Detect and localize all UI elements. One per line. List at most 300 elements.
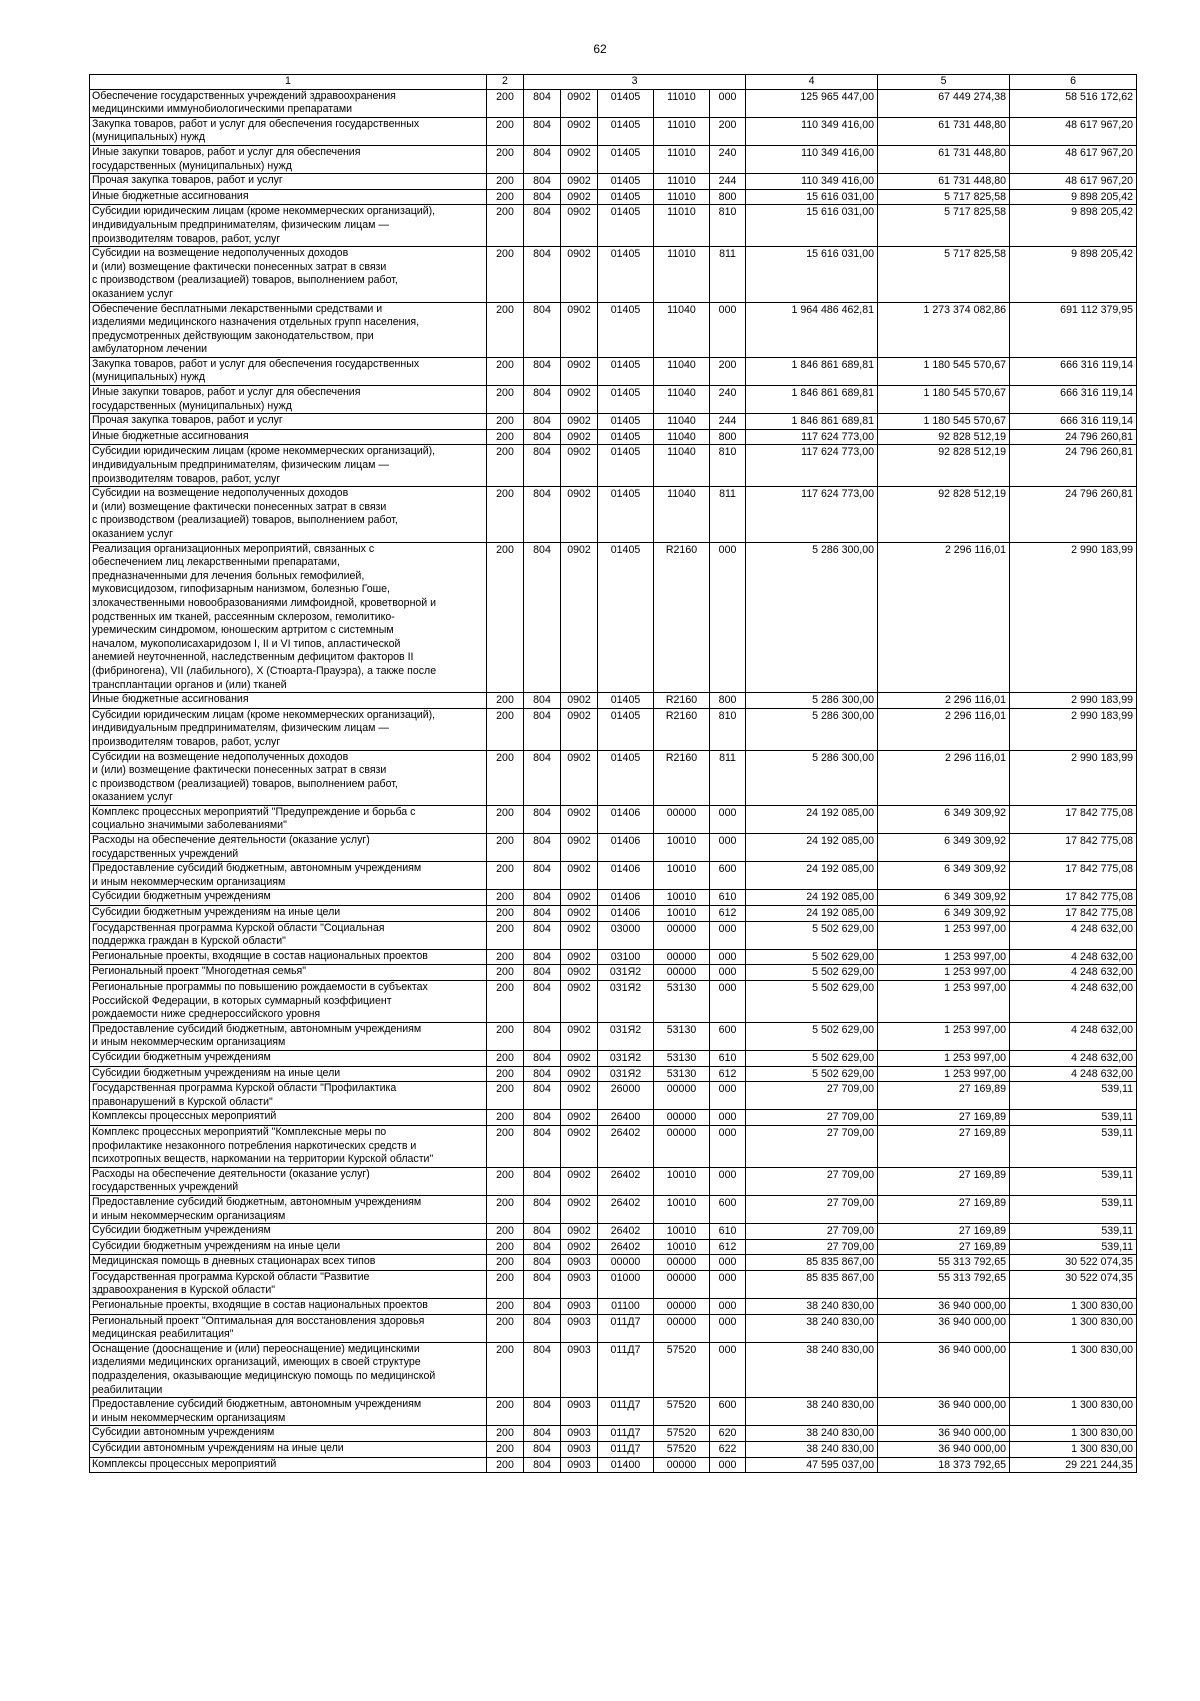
code-direction: 11010: [654, 117, 710, 145]
code-direction: 00000: [654, 1255, 710, 1271]
row-name: Иные закупки товаров, работ и услуг для обеспечения государственных (муниципальных) нужд: [90, 145, 487, 173]
code-section: 804: [524, 1224, 561, 1240]
code-admin: 200: [487, 1167, 524, 1195]
code-expense-type: 000: [710, 921, 746, 949]
code-section: 804: [524, 445, 561, 487]
code-expense-type: 240: [710, 386, 746, 414]
code-expense-type: 244: [710, 414, 746, 430]
amount-executed: 27 169,89: [878, 1224, 1010, 1240]
row-name: Иные бюджетные ассигнования: [90, 189, 487, 205]
code-program: 011Д7: [598, 1426, 654, 1442]
code-expense-type: 600: [710, 862, 746, 890]
table-row: [90, 981, 1137, 1023]
amount-executed: 67 449 274,38: [878, 89, 1010, 117]
code-direction: 00000: [654, 1299, 710, 1315]
amount-remaining: 48 617 967,20: [1010, 145, 1137, 173]
code-program: 26000: [598, 1082, 654, 1110]
amount-remaining: 1 300 830,00: [1010, 1299, 1137, 1315]
code-direction: 11010: [654, 89, 710, 117]
code-admin: 200: [487, 862, 524, 890]
table-row: [90, 1082, 1137, 1110]
amount-remaining: 539,11: [1010, 1167, 1137, 1195]
table-row: [90, 414, 1137, 430]
code-direction: R2160: [654, 750, 710, 805]
amount-executed: 1 180 545 570,67: [878, 386, 1010, 414]
row-name: Субсидии бюджетным учреждениям на иные цели: [90, 1066, 487, 1082]
code-expense-type: 610: [710, 1224, 746, 1240]
code-admin: 200: [487, 1457, 524, 1473]
amount-remaining: 539,11: [1010, 1195, 1137, 1223]
amount-remaining: 17 842 775,08: [1010, 906, 1137, 922]
amount-executed: 1 180 545 570,67: [878, 357, 1010, 385]
amount-plan: 27 709,00: [746, 1195, 878, 1223]
code-admin: 200: [487, 708, 524, 750]
amount-plan: 27 709,00: [746, 1110, 878, 1126]
amount-executed: 92 828 512,19: [878, 429, 1010, 445]
amount-executed: 36 940 000,00: [878, 1314, 1010, 1342]
code-direction: 00000: [654, 965, 710, 981]
code-expense-type: 000: [710, 542, 746, 693]
code-subsection: 0903: [561, 1314, 598, 1342]
amount-plan: 117 624 773,00: [746, 487, 878, 542]
code-admin: 200: [487, 89, 524, 117]
code-subsection: 0902: [561, 205, 598, 247]
row-name: Медицинская помощь в дневных стационарах всех типов: [90, 1255, 487, 1271]
code-subsection: 0902: [561, 750, 598, 805]
code-direction: 11010: [654, 205, 710, 247]
amount-remaining: 48 617 967,20: [1010, 117, 1137, 145]
code-program: 26400: [598, 1110, 654, 1126]
code-admin: 200: [487, 965, 524, 981]
code-program: 011Д7: [598, 1342, 654, 1397]
code-direction: 00000: [654, 805, 710, 833]
code-section: 804: [524, 357, 561, 385]
amount-executed: 36 940 000,00: [878, 1426, 1010, 1442]
code-direction: 11040: [654, 386, 710, 414]
amount-executed: 27 169,89: [878, 1082, 1010, 1110]
code-expense-type: 612: [710, 1239, 746, 1255]
code-expense-type: 000: [710, 1110, 746, 1126]
amount-plan: 117 624 773,00: [746, 429, 878, 445]
code-admin: 200: [487, 1224, 524, 1240]
code-admin: 200: [487, 1195, 524, 1223]
code-direction: 00000: [654, 1110, 710, 1126]
code-subsection: 0902: [561, 1110, 598, 1126]
amount-remaining: 691 112 379,95: [1010, 302, 1137, 357]
code-program: 01405: [598, 205, 654, 247]
code-section: 804: [524, 1239, 561, 1255]
code-admin: 200: [487, 1022, 524, 1050]
code-program: 01406: [598, 834, 654, 862]
code-direction: R2160: [654, 542, 710, 693]
code-admin: 200: [487, 1255, 524, 1271]
row-name: Иные бюджетные ассигнования: [90, 693, 487, 709]
table-row: [90, 1442, 1137, 1458]
amount-remaining: 4 248 632,00: [1010, 981, 1137, 1023]
amount-executed: 36 940 000,00: [878, 1342, 1010, 1397]
code-subsection: 0902: [561, 693, 598, 709]
amount-remaining: 2 990 183,99: [1010, 542, 1137, 693]
row-name: Предоставление субсидий бюджетным, автономным учреждениям и иным некоммерческим организациям: [90, 862, 487, 890]
code-direction: 11040: [654, 487, 710, 542]
code-direction: 11040: [654, 414, 710, 430]
code-direction: 57520: [654, 1398, 710, 1426]
code-expense-type: 000: [710, 1299, 746, 1315]
code-expense-type: 622: [710, 1442, 746, 1458]
code-section: 804: [524, 1426, 561, 1442]
code-expense-type: 000: [710, 1457, 746, 1473]
code-admin: 200: [487, 302, 524, 357]
row-name: Иные закупки товаров, работ и услуг для обеспечения государственных (муниципальных) нужд: [90, 386, 487, 414]
amount-remaining: 539,11: [1010, 1125, 1137, 1167]
code-subsection: 0902: [561, 117, 598, 145]
amount-executed: 2 296 116,01: [878, 708, 1010, 750]
code-admin: 200: [487, 189, 524, 205]
code-program: 01405: [598, 247, 654, 302]
code-program: 01405: [598, 357, 654, 385]
amount-plan: 1 846 861 689,81: [746, 357, 878, 385]
code-subsection: 0903: [561, 1457, 598, 1473]
code-admin: 200: [487, 1239, 524, 1255]
code-admin: 200: [487, 357, 524, 385]
code-direction: 00000: [654, 949, 710, 965]
code-program: 03000: [598, 921, 654, 949]
code-program: 26402: [598, 1239, 654, 1255]
code-section: 804: [524, 414, 561, 430]
code-section: 804: [524, 965, 561, 981]
code-expense-type: 244: [710, 174, 746, 190]
amount-executed: 36 940 000,00: [878, 1442, 1010, 1458]
code-section: 804: [524, 708, 561, 750]
code-expense-type: 200: [710, 117, 746, 145]
code-section: 804: [524, 117, 561, 145]
amount-remaining: 29 221 244,35: [1010, 1457, 1137, 1473]
code-subsection: 0902: [561, 487, 598, 542]
code-expense-type: 600: [710, 1398, 746, 1426]
amount-executed: 1 253 997,00: [878, 921, 1010, 949]
amount-executed: 27 169,89: [878, 1239, 1010, 1255]
code-expense-type: 610: [710, 1050, 746, 1066]
code-program: 26402: [598, 1224, 654, 1240]
code-direction: R2160: [654, 693, 710, 709]
code-direction: 57520: [654, 1342, 710, 1397]
table-row: [90, 1066, 1137, 1082]
table-row: [90, 1314, 1137, 1342]
code-admin: 200: [487, 921, 524, 949]
code-admin: 200: [487, 386, 524, 414]
amount-executed: 6 349 309,92: [878, 890, 1010, 906]
code-section: 804: [524, 1270, 561, 1298]
amount-plan: 38 240 830,00: [746, 1299, 878, 1315]
row-name: Региональные программы по повышению рождаемости в субъектах Российской Федерации, в которых суммарный коэффициент рождаемости ниже среднероссийского уровня: [90, 981, 487, 1023]
code-admin: 200: [487, 1442, 524, 1458]
amount-plan: 5 502 629,00: [746, 1066, 878, 1082]
row-name: Субсидии юридическим лицам (кроме некоммерческих организаций), индивидуальным предпринимателям, физическим лицам — производителям товаров, работ, услуг: [90, 708, 487, 750]
amount-remaining: 4 248 632,00: [1010, 949, 1137, 965]
code-subsection: 0902: [561, 89, 598, 117]
amount-remaining: 539,11: [1010, 1110, 1137, 1126]
table-row: [90, 1299, 1137, 1315]
code-subsection: 0902: [561, 386, 598, 414]
table-row: [90, 429, 1137, 445]
row-name: Оснащение (дооснащение и (или) переоснащение) медицинскими изделиями медицинских организаций, имеющих в своей структуре подразделения, оказывающие медицинскую помощь по медицинской реабилитации: [90, 1342, 487, 1397]
code-admin: 200: [487, 1342, 524, 1397]
amount-plan: 85 835 867,00: [746, 1270, 878, 1298]
code-direction: 10010: [654, 1167, 710, 1195]
amount-executed: 61 731 448,80: [878, 174, 1010, 190]
code-expense-type: 000: [710, 834, 746, 862]
amount-remaining: 17 842 775,08: [1010, 862, 1137, 890]
code-subsection: 0902: [561, 1066, 598, 1082]
code-program: 26402: [598, 1167, 654, 1195]
code-section: 804: [524, 834, 561, 862]
row-name: Реализация организационных мероприятий, связанных с обеспечением лиц лекарственными препаратами, предназначенными для лечения больных гемофилией, муковисцидозом, гипофизарным нанизмом, болезнью Гоше, злокачественными новообразованиями лимфоидной, кроветворной и родственных им тканей, рассеянным склерозом, гемолитико- уремическим синдромом, юношеским артритом с системным началом, мукополисахаридозом I, II и VI типов, апластической анемией неуточненной, наследственным дефицитом факторов II (фибриногена), VII (лабильного), X (Стюарта-Прауэра), а также после трансплантации органов и (или) тканей: [90, 542, 487, 693]
amount-remaining: 666 316 119,14: [1010, 414, 1137, 430]
amount-executed: 92 828 512,19: [878, 487, 1010, 542]
row-name: Комплекс процессных мероприятий "Комплексные меры по профилактике незаконного потребления наркотических средств и психотропных веществ, наркомании на территории Курской области": [90, 1125, 487, 1167]
table-row: [90, 89, 1137, 117]
amount-plan: 117 624 773,00: [746, 445, 878, 487]
row-name: Обеспечение государственных учреждений здравоохранения медицинскими иммунобиологическими препаратами: [90, 89, 487, 117]
amount-executed: 2 296 116,01: [878, 693, 1010, 709]
code-admin: 200: [487, 445, 524, 487]
amount-plan: 5 286 300,00: [746, 750, 878, 805]
amount-executed: 18 373 792,65: [878, 1457, 1010, 1473]
amount-plan: 24 192 085,00: [746, 834, 878, 862]
amount-plan: 110 349 416,00: [746, 145, 878, 173]
code-admin: 200: [487, 174, 524, 190]
code-section: 804: [524, 1022, 561, 1050]
table-row: [90, 906, 1137, 922]
table-row: [90, 1342, 1137, 1397]
code-section: 804: [524, 189, 561, 205]
table-row: [90, 805, 1137, 833]
table-row: [90, 205, 1137, 247]
header-col-6: 6: [1010, 75, 1137, 90]
code-direction: 11010: [654, 189, 710, 205]
amount-plan: 85 835 867,00: [746, 1255, 878, 1271]
code-admin: 200: [487, 693, 524, 709]
code-admin: 200: [487, 1299, 524, 1315]
code-program: 01405: [598, 189, 654, 205]
code-direction: 11040: [654, 302, 710, 357]
header-col-5: 5: [878, 75, 1010, 90]
amount-plan: 110 349 416,00: [746, 117, 878, 145]
code-program: 031Я2: [598, 1066, 654, 1082]
table-row: [90, 1398, 1137, 1426]
code-subsection: 0903: [561, 1342, 598, 1397]
amount-plan: 24 192 085,00: [746, 906, 878, 922]
row-name: Субсидии бюджетным учреждениям на иные цели: [90, 1239, 487, 1255]
amount-executed: 55 313 792,65: [878, 1255, 1010, 1271]
amount-executed: 1 253 997,00: [878, 1050, 1010, 1066]
code-program: 031Я2: [598, 1050, 654, 1066]
code-program: 031Я2: [598, 981, 654, 1023]
amount-executed: 27 169,89: [878, 1195, 1010, 1223]
code-program: 01405: [598, 750, 654, 805]
table-row: [90, 921, 1137, 949]
code-subsection: 0902: [561, 247, 598, 302]
amount-remaining: 24 796 260,81: [1010, 445, 1137, 487]
row-name: Субсидии на возмещение недополученных доходов и (или) возмещение фактически понесенных затрат в связи с производством (реализацией) товаров, выполнением работ, оказанием услуг: [90, 487, 487, 542]
header-col-1: 1: [90, 75, 487, 90]
code-section: 804: [524, 1110, 561, 1126]
amount-remaining: 9 898 205,42: [1010, 189, 1137, 205]
code-subsection: 0902: [561, 862, 598, 890]
code-expense-type: 000: [710, 1167, 746, 1195]
header-col-4: 4: [746, 75, 878, 90]
code-direction: 10010: [654, 906, 710, 922]
table-row: [90, 1167, 1137, 1195]
amount-executed: 1 253 997,00: [878, 1022, 1010, 1050]
amount-plan: 15 616 031,00: [746, 205, 878, 247]
code-expense-type: 800: [710, 189, 746, 205]
amount-executed: 27 169,89: [878, 1167, 1010, 1195]
code-expense-type: 000: [710, 302, 746, 357]
code-direction: 53130: [654, 981, 710, 1023]
row-name: Предоставление субсидий бюджетным, автономным учреждениям и иным некоммерческим организациям: [90, 1195, 487, 1223]
budget-table-container: [89, 74, 1136, 1473]
row-name: Региональный проект "Многодетная семья": [90, 965, 487, 981]
table-row: [90, 174, 1137, 190]
code-admin: 200: [487, 429, 524, 445]
code-expense-type: 000: [710, 1255, 746, 1271]
amount-executed: 1 180 545 570,67: [878, 414, 1010, 430]
table-row: [90, 302, 1137, 357]
code-admin: 200: [487, 1125, 524, 1167]
code-program: 01405: [598, 89, 654, 117]
code-section: 804: [524, 1314, 561, 1342]
code-section: 804: [524, 1398, 561, 1426]
amount-remaining: 539,11: [1010, 1224, 1137, 1240]
code-program: 01406: [598, 890, 654, 906]
amount-executed: 27 169,89: [878, 1110, 1010, 1126]
code-section: 804: [524, 487, 561, 542]
amount-executed: 36 940 000,00: [878, 1398, 1010, 1426]
table-row: [90, 1457, 1137, 1473]
amount-remaining: 1 300 830,00: [1010, 1426, 1137, 1442]
row-name: Расходы на обеспечение деятельности (оказание услуг) государственных учреждений: [90, 1167, 487, 1195]
code-direction: 00000: [654, 1125, 710, 1167]
code-subsection: 0903: [561, 1299, 598, 1315]
code-section: 804: [524, 1342, 561, 1397]
amount-plan: 1 846 861 689,81: [746, 414, 878, 430]
code-subsection: 0902: [561, 965, 598, 981]
amount-plan: 5 502 629,00: [746, 921, 878, 949]
amount-remaining: 17 842 775,08: [1010, 805, 1137, 833]
table-row: [90, 542, 1137, 693]
amount-remaining: 9 898 205,42: [1010, 205, 1137, 247]
table-row: [90, 247, 1137, 302]
amount-plan: 5 502 629,00: [746, 981, 878, 1023]
code-admin: 200: [487, 487, 524, 542]
table-row: [90, 708, 1137, 750]
code-expense-type: 000: [710, 805, 746, 833]
code-expense-type: 800: [710, 693, 746, 709]
amount-remaining: 58 516 172,62: [1010, 89, 1137, 117]
code-direction: 10010: [654, 1224, 710, 1240]
table-row: [90, 890, 1137, 906]
amount-executed: 36 940 000,00: [878, 1299, 1010, 1315]
code-subsection: 0902: [561, 834, 598, 862]
row-name: Региональный проект "Оптимальная для восстановления здоровья медицинская реабилитация": [90, 1314, 487, 1342]
code-direction: 11040: [654, 357, 710, 385]
amount-plan: 38 240 830,00: [746, 1314, 878, 1342]
code-expense-type: 811: [710, 487, 746, 542]
code-admin: 200: [487, 145, 524, 173]
code-section: 804: [524, 386, 561, 414]
code-program: 01406: [598, 862, 654, 890]
code-expense-type: 612: [710, 1066, 746, 1082]
amount-remaining: 9 898 205,42: [1010, 247, 1137, 302]
code-admin: 200: [487, 834, 524, 862]
code-program: 031Я2: [598, 1022, 654, 1050]
code-subsection: 0902: [561, 174, 598, 190]
code-section: 804: [524, 949, 561, 965]
amount-remaining: 4 248 632,00: [1010, 921, 1137, 949]
row-name: Субсидии юридическим лицам (кроме некоммерческих организаций), индивидуальным предпринимателям, физическим лицам — производителям товаров, работ, услуг: [90, 445, 487, 487]
code-program: 01405: [598, 145, 654, 173]
code-subsection: 0902: [561, 189, 598, 205]
amount-executed: 2 296 116,01: [878, 542, 1010, 693]
amount-plan: 47 595 037,00: [746, 1457, 878, 1473]
code-admin: 200: [487, 1314, 524, 1342]
code-section: 804: [524, 921, 561, 949]
code-direction: 11010: [654, 247, 710, 302]
code-admin: 200: [487, 1270, 524, 1298]
amount-executed: 2 296 116,01: [878, 750, 1010, 805]
code-expense-type: 000: [710, 949, 746, 965]
code-subsection: 0902: [561, 1195, 598, 1223]
row-name: Региональные проекты, входящие в состав национальных проектов: [90, 1299, 487, 1315]
amount-plan: 24 192 085,00: [746, 890, 878, 906]
code-direction: 00000: [654, 921, 710, 949]
code-program: 01405: [598, 542, 654, 693]
amount-plan: 125 965 447,00: [746, 89, 878, 117]
row-name: Предоставление субсидий бюджетным, автономным учреждениям и иным некоммерческим организациям: [90, 1398, 487, 1426]
code-program: 01405: [598, 429, 654, 445]
amount-plan: 24 192 085,00: [746, 862, 878, 890]
code-section: 804: [524, 145, 561, 173]
amount-plan: 24 192 085,00: [746, 805, 878, 833]
amount-plan: 5 286 300,00: [746, 708, 878, 750]
amount-executed: 61 731 448,80: [878, 145, 1010, 173]
code-section: 804: [524, 302, 561, 357]
code-expense-type: 810: [710, 205, 746, 247]
table-row: [90, 693, 1137, 709]
code-program: 01000: [598, 1270, 654, 1298]
table-row: [90, 1224, 1137, 1240]
budget-table: [89, 74, 1137, 1473]
amount-plan: 27 709,00: [746, 1167, 878, 1195]
amount-remaining: 2 990 183,99: [1010, 750, 1137, 805]
code-program: 01405: [598, 487, 654, 542]
table-row: [90, 1110, 1137, 1126]
code-expense-type: 000: [710, 1342, 746, 1397]
code-section: 804: [524, 1299, 561, 1315]
code-program: 01405: [598, 386, 654, 414]
table-row: [90, 1050, 1137, 1066]
code-direction: 00000: [654, 1082, 710, 1110]
amount-plan: 5 502 629,00: [746, 965, 878, 981]
code-section: 804: [524, 1125, 561, 1167]
amount-plan: 38 240 830,00: [746, 1398, 878, 1426]
code-section: 804: [524, 1082, 561, 1110]
code-expense-type: 240: [710, 145, 746, 173]
code-admin: 200: [487, 906, 524, 922]
table-row: [90, 386, 1137, 414]
code-subsection: 0902: [561, 921, 598, 949]
